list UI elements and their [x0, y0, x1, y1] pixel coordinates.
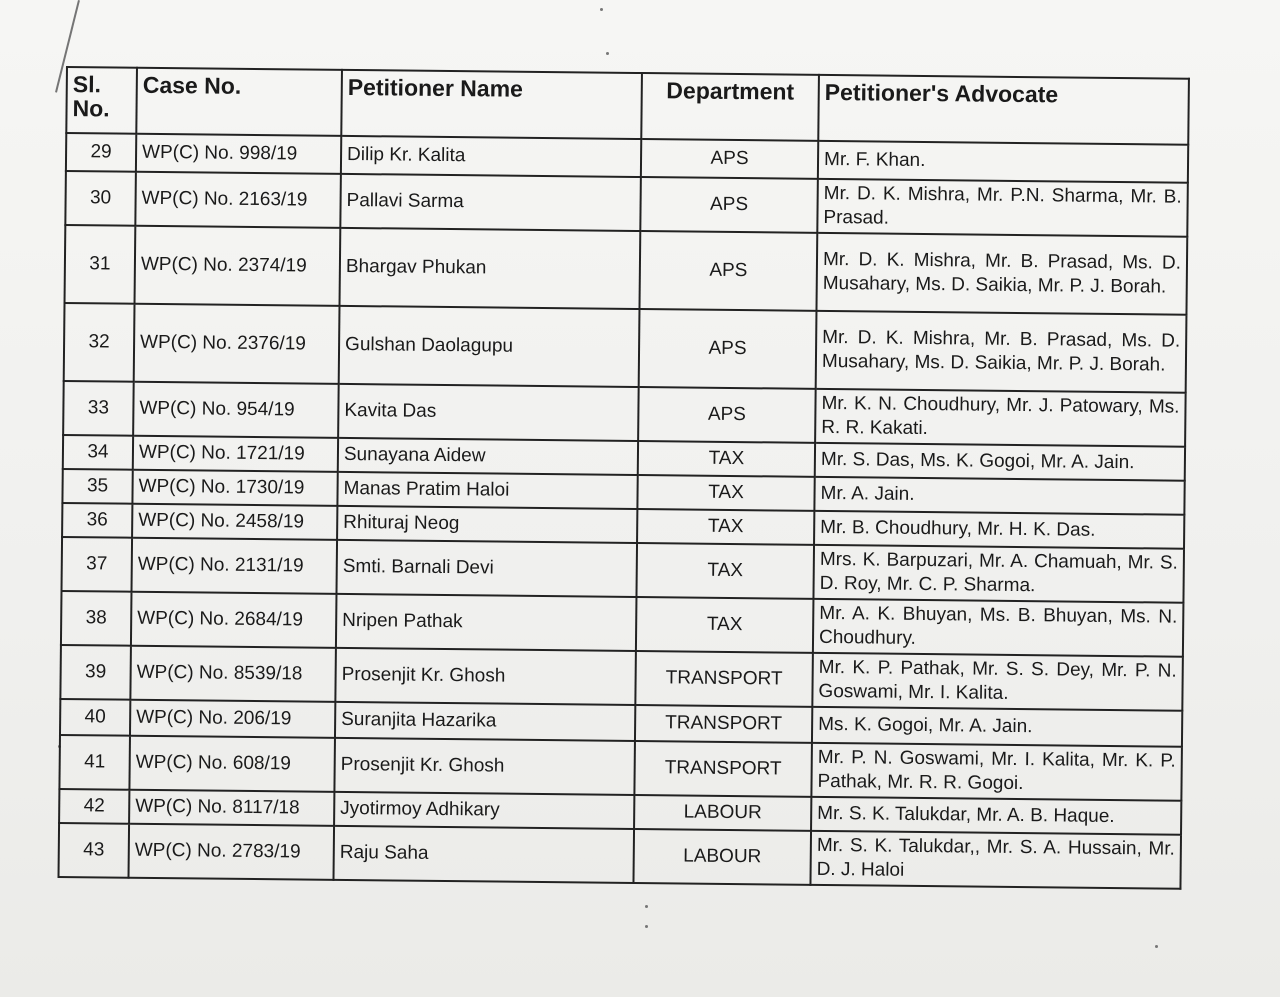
cell-case-no: WP(C) No. 2458/19	[132, 504, 337, 540]
cell-case-no: WP(C) No. 2684/19	[131, 592, 337, 648]
header-department: Department	[641, 73, 819, 141]
cell-sl: 42	[59, 789, 129, 824]
cell-department: APS	[639, 309, 817, 389]
cell-advocate: Mr. A. K. Bhuyan, Ms. B. Bhuyan, Ms. N. Choudhury.	[813, 599, 1184, 657]
cell-advocate: Mr. P. N. Goswami, Mr. I. Kalita, Mr. K. P. Pathak, Mr. R. R. Gogoi.	[811, 743, 1182, 801]
cell-sl: 32	[64, 303, 135, 382]
cell-case-no: WP(C) No. 206/19	[130, 700, 335, 738]
cell-advocate: Mr. D. K. Mishra, Mr. B. Prasad, Ms. D. Musahary, Ms. D. Saikia, Mr. P. J. Borah.	[816, 233, 1187, 315]
header-petitioner-advocate: Petitioner's Advocate	[818, 75, 1189, 145]
cell-sl: 38	[61, 591, 132, 646]
case-table-wrapper	[57, 66, 1187, 890]
cell-advocate: Mrs. K. Barpuzari, Mr. A. Chamuah, Mr. S. D. Roy, Mr. C. P. Sharma.	[813, 545, 1184, 603]
cell-case-no: WP(C) No. 1730/19	[132, 470, 337, 506]
cell-petitioner: Raju Saha	[333, 826, 634, 883]
cell-petitioner: Rhituraj Neog	[337, 506, 637, 543]
cell-sl: 40	[60, 699, 130, 736]
speck	[606, 52, 609, 55]
cell-case-no: WP(C) No. 8539/18	[130, 646, 336, 702]
cell-department: TAX	[638, 441, 815, 477]
cell-case-no: WP(C) No. 998/19	[136, 134, 341, 174]
cell-advocate: Mr. B. Choudhury, Mr. H. K. Das.	[814, 511, 1184, 549]
header-row	[66, 67, 1189, 145]
table-row	[59, 823, 1182, 889]
cell-advocate: Mr. D. K. Mishra, Mr. B. Prasad, Ms. D. Musahary, Ms. D. Saikia, Mr. P. J. Borah.	[816, 311, 1187, 393]
cell-sl: 41	[59, 735, 130, 790]
cell-petitioner: Gulshan Daolagupu	[339, 306, 640, 387]
cell-petitioner: Jyotirmoy Adhikary	[334, 792, 634, 829]
cell-sl: 37	[62, 537, 133, 592]
cell-sl: 43	[59, 823, 130, 878]
cell-department: TRANSPORT	[634, 741, 812, 797]
cell-advocate: Mr. K. P. Pathak, Mr. S. S. Dey, Mr. P. N. Goswami, Mr. I. Kalita.	[812, 653, 1183, 711]
cell-petitioner: Kavita Das	[338, 384, 639, 441]
cell-department: APS	[638, 387, 816, 443]
cell-sl: 34	[63, 435, 133, 470]
table-header	[66, 67, 1189, 145]
cell-advocate: Mr. A. Jain.	[814, 477, 1184, 515]
cell-case-no: WP(C) No. 608/19	[129, 736, 335, 792]
cell-petitioner: Pallavi Sarma	[340, 174, 641, 231]
cell-department: LABOUR	[634, 795, 811, 831]
cell-advocate: Mr. S. Das, Ms. K. Gogoi, Mr. A. Jain.	[815, 443, 1185, 481]
cell-sl: 36	[62, 503, 132, 538]
cell-petitioner: Manas Pratim Haloi	[337, 472, 637, 509]
cell-petitioner: Nripen Pathak	[336, 594, 637, 651]
cell-department: TAX	[637, 475, 814, 511]
cell-sl: 29	[66, 133, 136, 172]
cell-case-no: WP(C) No. 2374/19	[135, 226, 341, 306]
cell-department: TAX	[636, 543, 814, 599]
table-row	[64, 303, 1187, 393]
cell-case-no: WP(C) No. 2163/19	[135, 172, 341, 228]
cell-sl: 35	[62, 469, 132, 504]
case-table	[57, 66, 1189, 890]
table-body	[59, 133, 1189, 889]
cell-advocate: Mr. S. K. Talukdar, Mr. A. B. Haque.	[811, 797, 1181, 835]
speck	[645, 925, 648, 928]
cell-case-no: WP(C) No. 1721/19	[133, 436, 338, 472]
cell-department: LABOUR	[633, 829, 811, 885]
cell-department: APS	[641, 139, 818, 179]
cell-sl: 33	[63, 381, 134, 436]
cell-case-no: WP(C) No. 2131/19	[131, 538, 337, 594]
cell-case-no: WP(C) No. 8117/18	[129, 790, 334, 826]
header-sl-no: Sl. No.	[66, 67, 137, 134]
cell-petitioner: Dilip Kr. Kalita	[341, 136, 641, 177]
cell-case-no: WP(C) No. 2783/19	[129, 824, 335, 880]
cell-advocate: Mr. S. K. Talukdar,, Mr. S. A. Hussain, Mr. D. J. Haloi	[810, 831, 1181, 889]
cell-petitioner: Bhargav Phukan	[340, 228, 641, 309]
cell-sl: 30	[65, 171, 136, 226]
cell-sl: 31	[65, 225, 136, 304]
cell-advocate: Ms. K. Gogoi, Mr. A. Jain.	[812, 707, 1182, 747]
cell-petitioner: Prosenjit Kr. Ghosh	[334, 738, 635, 795]
cell-department: TAX	[636, 597, 814, 653]
cell-advocate: Mr. D. K. Mishra, Mr. P.N. Sharma, Mr. B. Prasad.	[817, 179, 1188, 237]
cell-department: TAX	[637, 509, 814, 545]
cell-department: APS	[640, 177, 818, 233]
cell-petitioner: Smti. Barnali Devi	[336, 540, 637, 597]
speck	[1155, 945, 1158, 948]
cell-petitioner: Suranjita Hazarika	[335, 702, 635, 741]
speck	[600, 8, 603, 11]
cell-case-no: WP(C) No. 954/19	[133, 382, 339, 438]
cell-petitioner: Sunayana Aidew	[338, 438, 638, 475]
cell-petitioner: Prosenjit Kr. Ghosh	[335, 648, 636, 705]
header-case-no: Case No.	[136, 68, 342, 136]
speck	[645, 905, 648, 908]
cell-case-no: WP(C) No. 2376/19	[134, 304, 340, 384]
cell-advocate: Mr. K. N. Choudhury, Mr. J. Patowary, Ms. R. R. Kakati.	[815, 389, 1186, 447]
cell-department: APS	[639, 231, 817, 311]
cell-department: TRANSPORT	[635, 705, 812, 743]
header-petitioner-name: Petitioner Name	[341, 70, 642, 139]
cell-sl: 39	[60, 645, 131, 700]
table-row	[65, 225, 1188, 315]
cell-advocate: Mr. F. Khan.	[818, 141, 1188, 183]
cell-department: TRANSPORT	[635, 651, 813, 707]
